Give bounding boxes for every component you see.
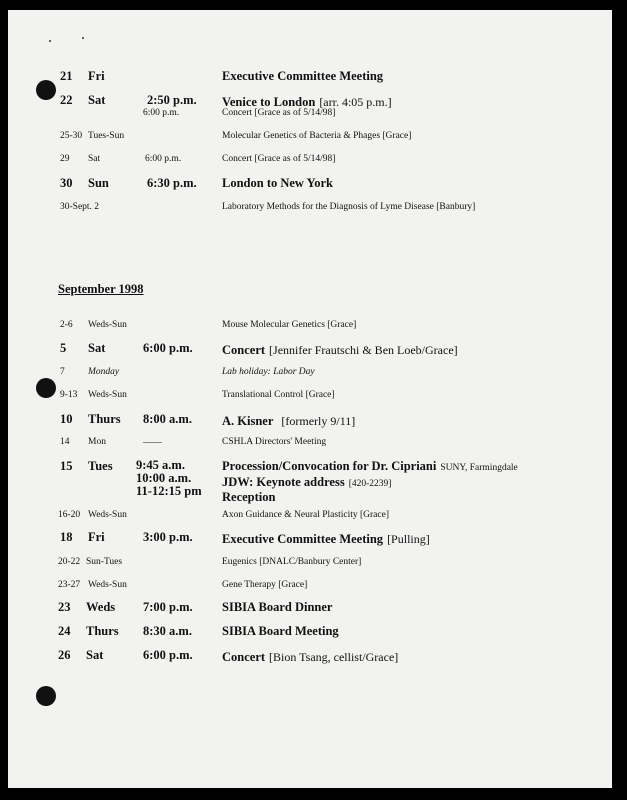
event-title: Concert [Grace as of 5/14/98]: [222, 154, 336, 164]
time: 11-12:15 pm: [136, 484, 202, 498]
event-title: A. Kisner [formerly 9/11]: [222, 414, 356, 428]
event-title: Procession/Convocation for Dr. Cipriani SUNY, Farmingdale JDW: Keynote address [420-2239] Reception: [222, 459, 518, 504]
day: Sun: [88, 176, 109, 190]
punch-hole: [36, 378, 56, 398]
time: 6:00 p.m.: [143, 648, 193, 662]
date: 5: [60, 341, 67, 355]
day: Fri: [88, 69, 105, 83]
day: Sat: [88, 93, 106, 107]
event-title: Translational Control [Grace]: [222, 390, 335, 400]
time: 6:00 p.m.: [143, 341, 193, 355]
date: 9-13: [60, 390, 78, 400]
event-title: Concert [Bion Tsang, cellist/Grace]: [222, 650, 399, 664]
date: 2-6: [60, 320, 73, 330]
event-title: Concert [Grace as of 5/14/98]: [222, 108, 336, 118]
speck: [49, 40, 51, 42]
day: Weds-Sun: [88, 320, 127, 330]
event-title: Laboratory Methods for the Diagnosis of Lyme Disease [Banbury]: [222, 202, 476, 212]
punch-hole: [36, 686, 56, 706]
time-list: [136, 459, 202, 498]
day: Tues: [88, 459, 113, 473]
date: 25-30: [60, 131, 83, 141]
event-title: SIBIA Board Dinner: [222, 600, 333, 614]
day: Mon: [88, 437, 106, 447]
event-title: Lab holiday: Labor Day: [222, 367, 315, 377]
date: 14: [60, 437, 70, 447]
time: 8:30 a.m.: [143, 624, 192, 638]
date: 30-Sept. 2: [60, 202, 100, 212]
day: Monday: [88, 367, 120, 377]
date: 24: [58, 624, 71, 638]
time: 7:00 p.m.: [143, 600, 193, 614]
date: 21: [60, 69, 73, 83]
date: 26: [58, 648, 71, 662]
day: Sat: [88, 154, 101, 164]
event-title: Molecular Genetics of Bacteria & Phages [Grace]: [222, 131, 412, 141]
date: 15: [60, 459, 73, 473]
date: 10: [60, 412, 73, 426]
day: Fri: [88, 530, 105, 544]
day: Thurs: [86, 624, 119, 638]
date: 30: [60, 176, 73, 190]
day: Weds-Sun: [88, 510, 127, 520]
event-title: Gene Therapy [Grace]: [222, 580, 308, 590]
punch-hole: [36, 80, 56, 100]
day: Sat: [88, 341, 106, 355]
date: 7: [60, 367, 65, 377]
day: Tues-Sun: [88, 131, 125, 141]
time: 6:30 p.m.: [147, 176, 197, 190]
date: 23-27: [58, 580, 81, 590]
date: 22: [60, 93, 73, 107]
event-title: SIBIA Board Meeting: [222, 624, 339, 638]
event-title: Axon Guidance & Neural Plasticity [Grace]: [222, 510, 389, 520]
time: ____: [143, 435, 162, 445]
time: 8:00 a.m.: [143, 412, 192, 426]
event-title: Eugenics [DNALC/Banbury Center]: [222, 557, 362, 567]
time: 9:45 a.m.: [136, 458, 185, 472]
time: 2:50 p.m.: [147, 93, 197, 107]
day: Weds-Sun: [88, 580, 127, 590]
time: 10:00 a.m.: [136, 471, 192, 485]
event-title: Mouse Molecular Genetics [Grace]: [222, 320, 357, 330]
day: Thurs: [88, 412, 121, 426]
event-title: Executive Committee Meeting [Pulling]: [222, 532, 430, 546]
date: 18: [60, 530, 73, 544]
speck: [82, 37, 84, 39]
time: 6:00 p.m.: [145, 154, 182, 164]
event-title: London to New York: [222, 176, 334, 190]
date: 16-20: [58, 510, 81, 520]
day: Sun-Tues: [86, 557, 123, 567]
date: 23: [58, 600, 71, 614]
month-heading: September 1998: [58, 282, 144, 296]
date: 20-22: [58, 557, 81, 567]
event-title: Venice to London [arr. 4:05 p.m.]: [222, 95, 392, 109]
day: Weds-Sun: [88, 390, 127, 400]
day: Sat: [86, 648, 104, 662]
event-title: CSHLA Directors' Meeting: [222, 437, 327, 447]
day: Weds: [86, 600, 116, 614]
time: 6:00 p.m.: [143, 108, 180, 118]
event-title: Concert [Jennifer Frautschi & Ben Loeb/Grace]: [222, 343, 458, 357]
event-title: Executive Committee Meeting: [222, 69, 384, 83]
date: 29: [60, 154, 70, 164]
time: 3:00 p.m.: [143, 530, 193, 544]
